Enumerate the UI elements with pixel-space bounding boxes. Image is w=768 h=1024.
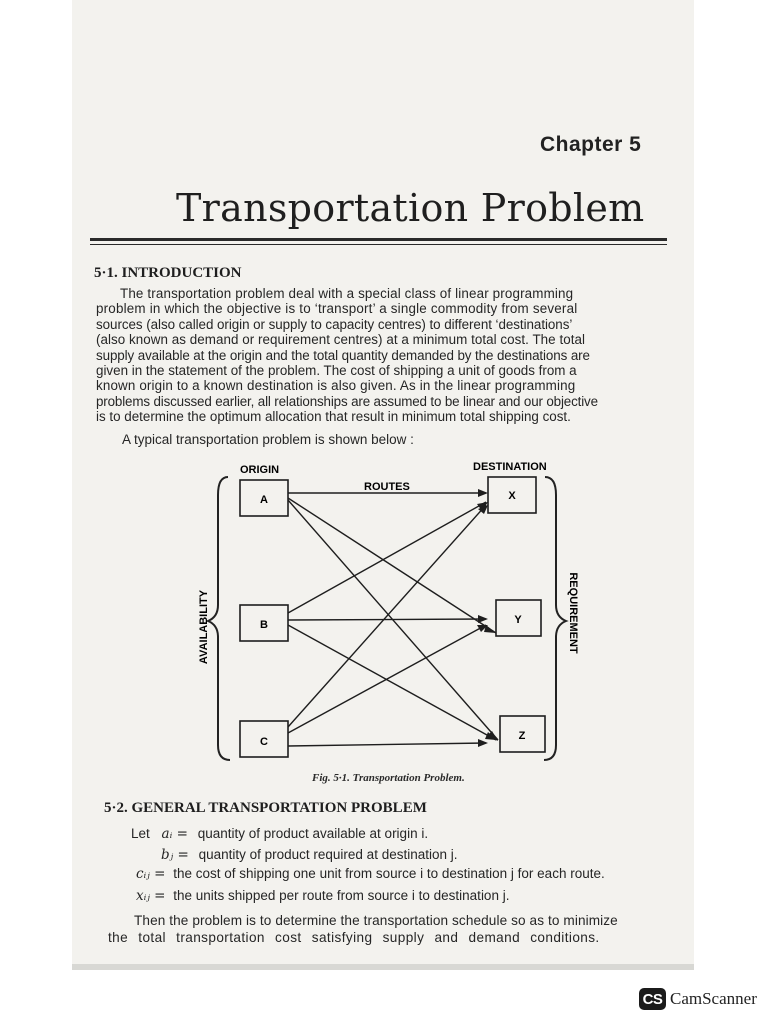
- title-rule-thick: [90, 238, 667, 241]
- definition-symbol: aᵢ =: [161, 826, 188, 842]
- title-rule-thin: [90, 244, 667, 245]
- route-b-y: [288, 619, 486, 620]
- definition-a: [131, 826, 428, 842]
- paragraph-line: The transportation problem deal with a special class of linear programming: [120, 286, 574, 301]
- routes-label: ROUTES: [364, 481, 410, 493]
- origin-label-a: A: [260, 494, 268, 506]
- paragraph-line: the total transportation cost satisfying supply and demand conditions.: [108, 930, 600, 945]
- route-b-x: [288, 502, 486, 613]
- camscanner-text: CamScanner: [670, 989, 757, 1008]
- definition-text: quantity of product required at destination j.: [198, 847, 458, 862]
- transportation-diagram: [190, 455, 590, 767]
- paragraph-line: Then the problem is to determine the transportation schedule so as to minimize: [134, 913, 618, 928]
- route-a-y: [288, 498, 496, 633]
- chapter-label: Chapter 5: [540, 133, 642, 156]
- let-word: Let: [131, 826, 150, 841]
- availability-label: AVAILABILITY: [198, 589, 210, 665]
- diagram-lead-text: A typical transportation problem is shown below :: [122, 432, 414, 447]
- route-arrowheads: [477, 489, 498, 747]
- page-bottom-edge: [72, 964, 694, 970]
- arrowhead: [484, 625, 496, 633]
- paragraph-line: is to determine the optimum allocation that result in minimum total shipping cost.: [96, 409, 571, 425]
- route-b-z: [288, 625, 496, 740]
- route-c-z: [288, 743, 486, 746]
- origin-label-b: B: [260, 619, 268, 631]
- origin-header: ORIGIN: [240, 464, 280, 476]
- paragraph-line: supply available at the origin and the total quantity demanded by the destinations are: [96, 347, 590, 363]
- paragraph-line: problem in which the objective is to ‘transport’ a single commodity from several: [96, 301, 578, 317]
- definition-b: [161, 847, 458, 863]
- chapter-title: Transportation Problem: [176, 186, 645, 230]
- availability-brace: [208, 477, 230, 760]
- definition-symbol: cᵢⱼ =: [136, 866, 166, 882]
- requirement-label: REQUIREMENT: [567, 572, 579, 654]
- requirement-brace: [544, 477, 566, 760]
- definition-text: the cost of shipping one unit from source i to destination j for each route.: [173, 866, 605, 881]
- definition-x: [136, 888, 509, 904]
- origin-label-c: C: [260, 736, 268, 748]
- definition-symbol: bⱼ =: [161, 847, 189, 863]
- destination-label-z: Z: [518, 730, 526, 742]
- figure-caption: Fig. 5·1. Transportation Problem.: [312, 772, 465, 784]
- arrowhead: [478, 615, 488, 623]
- paragraph-line: sources (also called origin or supply to capacity centres) to different ‘destinations’: [96, 316, 573, 332]
- introduction-paragraph: [96, 286, 598, 425]
- definition-symbol: xᵢⱼ =: [136, 888, 166, 904]
- paragraph-line: known origin to a known destination is also given. As in the linear programming: [96, 378, 576, 394]
- paragraph-line: problems discussed earlier, all relationships are assumed to be linear and our objective: [96, 393, 598, 409]
- paragraph-line: given in the statement of the problem. The cost of shipping a unit of goods from a: [96, 363, 577, 379]
- definition-text: quantity of product available at origin i.: [197, 826, 429, 841]
- arrowhead: [478, 489, 488, 497]
- route-c-x: [288, 505, 486, 727]
- destination-label-x: X: [508, 490, 516, 502]
- destination-header: DESTINATION: [473, 461, 547, 473]
- destination-label-y: Y: [514, 614, 522, 626]
- camscanner-watermark: [639, 988, 757, 1010]
- section-heading-general: 5·2. GENERAL TRANSPORTATION PROBLEM: [104, 800, 427, 816]
- closing-paragraph: [108, 912, 618, 946]
- route-lines: [288, 493, 498, 746]
- definition-text: the units shipped per route from source i to destination j.: [173, 888, 510, 903]
- camscanner-logo: CS: [639, 988, 666, 1010]
- definition-c: [136, 866, 605, 882]
- paragraph-line: (also known as demand or requirement centres) at a minimum total cost. The total: [96, 332, 586, 348]
- arrowhead: [478, 739, 488, 747]
- section-heading-introduction: 5·1. INTRODUCTION: [94, 265, 242, 281]
